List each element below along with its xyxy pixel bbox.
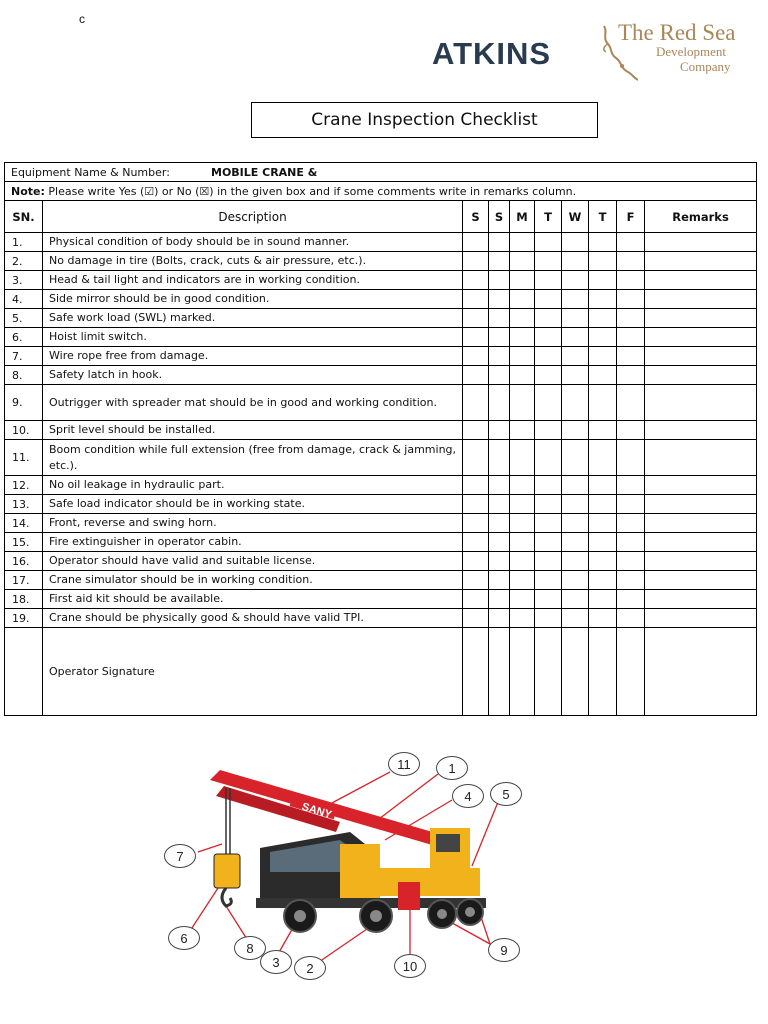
day-check-cell[interactable] — [535, 421, 562, 440]
day-check-cell[interactable] — [617, 421, 645, 440]
day-check-cell[interactable] — [510, 440, 535, 476]
day-check-cell[interactable] — [463, 385, 489, 421]
checklist-row — [5, 233, 757, 252]
day-check-cell[interactable] — [463, 366, 489, 385]
day-check-cell[interactable] — [489, 421, 510, 440]
day-check-cell[interactable] — [535, 347, 562, 366]
day-check-cell[interactable] — [489, 476, 510, 495]
day-check-cell[interactable] — [589, 309, 617, 328]
row-description: Crane simulator should be in working condition. — [43, 571, 463, 590]
row-sn: 8. — [5, 366, 43, 385]
day-check-cell[interactable] — [535, 495, 562, 514]
day-check-cell[interactable] — [535, 609, 562, 628]
day-check-cell[interactable] — [510, 533, 535, 552]
checklist-row — [5, 366, 757, 385]
row-description: Sprit level should be installed. — [43, 421, 463, 440]
row-description: Operator should have valid and suitable license. — [43, 552, 463, 571]
row-sn: 17. — [5, 571, 43, 590]
checklist-table — [4, 162, 757, 716]
day-check-cell[interactable] — [510, 590, 535, 609]
day-check-cell[interactable] — [535, 440, 562, 476]
day-check-cell[interactable] — [535, 514, 562, 533]
day-check-cell[interactable] — [562, 366, 589, 385]
signature-day-cell[interactable] — [489, 628, 510, 716]
day-check-cell[interactable] — [535, 552, 562, 571]
day-check-cell[interactable] — [489, 309, 510, 328]
remarks-cell[interactable] — [645, 571, 757, 590]
header-remarks: Remarks — [645, 201, 757, 233]
day-check-cell[interactable] — [510, 495, 535, 514]
remarks-cell[interactable] — [645, 385, 757, 421]
checklist-row — [5, 440, 757, 476]
day-check-cell[interactable] — [510, 609, 535, 628]
day-check-cell[interactable] — [510, 366, 535, 385]
day-check-cell[interactable] — [589, 233, 617, 252]
checklist-row — [5, 271, 757, 290]
day-check-cell[interactable] — [535, 271, 562, 290]
document-title: Crane Inspection Checklist — [251, 102, 598, 138]
day-check-cell[interactable] — [617, 533, 645, 552]
day-check-cell[interactable] — [535, 233, 562, 252]
day-check-cell[interactable] — [489, 514, 510, 533]
callout-10: 10 — [394, 954, 426, 978]
day-check-cell[interactable] — [463, 290, 489, 309]
day-check-cell[interactable] — [535, 385, 562, 421]
day-check-cell[interactable] — [562, 552, 589, 571]
day-check-cell[interactable] — [489, 385, 510, 421]
equipment-label: Equipment Name & Number: — [11, 165, 170, 179]
day-check-cell[interactable] — [489, 347, 510, 366]
equipment-row — [5, 163, 757, 182]
day-check-cell[interactable] — [589, 476, 617, 495]
day-check-cell[interactable] — [562, 495, 589, 514]
day-check-cell[interactable] — [510, 328, 535, 347]
row-sn: 15. — [5, 533, 43, 552]
day-check-cell[interactable] — [562, 421, 589, 440]
row-description: Outrigger with spreader mat should be in good and working condition. — [43, 385, 463, 421]
day-check-cell[interactable] — [617, 290, 645, 309]
callout-7: 7 — [164, 844, 196, 868]
row-sn: 5. — [5, 309, 43, 328]
day-check-cell[interactable] — [535, 476, 562, 495]
header-day-fri: F — [617, 201, 645, 233]
day-check-cell[interactable] — [463, 347, 489, 366]
day-check-cell[interactable] — [510, 309, 535, 328]
day-check-cell[interactable] — [463, 571, 489, 590]
day-check-cell[interactable] — [589, 571, 617, 590]
row-description: First aid kit should be available. — [43, 590, 463, 609]
row-sn: 13. — [5, 495, 43, 514]
crane-illustration — [160, 748, 530, 984]
day-check-cell[interactable] — [617, 495, 645, 514]
day-check-cell[interactable] — [463, 328, 489, 347]
row-description: Wire rope free from damage. — [43, 347, 463, 366]
day-check-cell[interactable] — [617, 440, 645, 476]
day-check-cell[interactable] — [489, 366, 510, 385]
checklist-row — [5, 609, 757, 628]
header-day-mon: M — [510, 201, 535, 233]
note-text: Please write Yes (☑) or No (☒) in the given box and if some comments write in remarks column. — [48, 184, 577, 198]
day-check-cell[interactable] — [589, 271, 617, 290]
checklist-row — [5, 290, 757, 309]
header-description: Description — [43, 201, 463, 233]
row-sn: 10. — [5, 421, 43, 440]
day-check-cell[interactable] — [562, 328, 589, 347]
row-sn: 6. — [5, 328, 43, 347]
atkins-logo: ATKINS — [432, 36, 552, 71]
row-description: Front, reverse and swing horn. — [43, 514, 463, 533]
red-sea-logo-line-3: Company — [680, 59, 731, 74]
day-check-cell[interactable] — [463, 440, 489, 476]
day-check-cell[interactable] — [535, 309, 562, 328]
day-check-cell[interactable] — [510, 476, 535, 495]
signature-day-cell[interactable] — [617, 628, 645, 716]
day-check-cell[interactable] — [589, 514, 617, 533]
day-check-cell[interactable] — [510, 385, 535, 421]
day-check-cell[interactable] — [510, 233, 535, 252]
row-description: Safety latch in hook. — [43, 366, 463, 385]
callout-8: 8 — [234, 936, 266, 960]
callout-4: 4 — [452, 784, 484, 808]
day-check-cell[interactable] — [617, 233, 645, 252]
day-check-cell[interactable] — [617, 385, 645, 421]
corner-mark: c — [79, 12, 85, 26]
day-check-cell[interactable] — [589, 366, 617, 385]
day-check-cell[interactable] — [463, 533, 489, 552]
day-check-cell[interactable] — [510, 290, 535, 309]
day-check-cell[interactable] — [489, 271, 510, 290]
day-check-cell[interactable] — [463, 590, 489, 609]
row-sn: 3. — [5, 271, 43, 290]
remarks-cell[interactable] — [645, 533, 757, 552]
red-sea-logo — [598, 20, 748, 84]
day-check-cell[interactable] — [463, 552, 489, 571]
remarks-cell[interactable] — [645, 290, 757, 309]
callout-6: 6 — [168, 926, 200, 950]
row-description: Fire extinguisher in operator cabin. — [43, 533, 463, 552]
day-check-cell[interactable] — [535, 366, 562, 385]
row-description: Crane should be physically good & should have valid TPI. — [43, 609, 463, 628]
day-check-cell[interactable] — [589, 385, 617, 421]
day-check-cell[interactable] — [510, 271, 535, 290]
note-label: Note: — [11, 184, 45, 198]
day-check-cell[interactable] — [562, 290, 589, 309]
mobile-crane-icon — [160, 748, 530, 984]
day-check-cell[interactable] — [589, 290, 617, 309]
day-check-cell[interactable] — [489, 571, 510, 590]
signature-sn-cell — [5, 628, 43, 716]
day-check-cell[interactable] — [589, 495, 617, 514]
row-sn: 2. — [5, 252, 43, 271]
signature-day-cell[interactable] — [510, 628, 535, 716]
day-check-cell[interactable] — [562, 609, 589, 628]
day-check-cell[interactable] — [535, 290, 562, 309]
day-check-cell[interactable] — [535, 533, 562, 552]
day-check-cell[interactable] — [617, 590, 645, 609]
signature-day-cell[interactable] — [562, 628, 589, 716]
row-sn: 19. — [5, 609, 43, 628]
day-check-cell[interactable] — [617, 609, 645, 628]
checklist-row — [5, 571, 757, 590]
day-check-cell[interactable] — [562, 533, 589, 552]
signature-day-cell[interactable] — [535, 628, 562, 716]
day-check-cell[interactable] — [489, 440, 510, 476]
day-check-cell[interactable] — [535, 571, 562, 590]
callout-1: 1 — [436, 756, 468, 780]
day-check-cell[interactable] — [617, 571, 645, 590]
header-sn: SN. — [5, 201, 43, 233]
checklist-row — [5, 533, 757, 552]
checklist-row — [5, 495, 757, 514]
day-check-cell[interactable] — [589, 252, 617, 271]
row-description: No oil leakage in hydraulic part. — [43, 476, 463, 495]
callout-3: 3 — [260, 950, 292, 974]
checklist-row — [5, 252, 757, 271]
day-check-cell[interactable] — [589, 609, 617, 628]
row-sn: 11. — [5, 440, 43, 476]
row-description: Boom condition while full extension (free from damage, crack & jamming, etc.). — [43, 440, 463, 476]
remarks-cell[interactable] — [645, 552, 757, 571]
day-check-cell[interactable] — [589, 590, 617, 609]
checklist-row — [5, 552, 757, 571]
day-check-cell[interactable] — [510, 571, 535, 590]
day-check-cell[interactable] — [535, 252, 562, 271]
red-sea-logo-line-1: The Red Sea — [618, 20, 736, 45]
day-check-cell[interactable] — [617, 328, 645, 347]
day-check-cell[interactable] — [562, 271, 589, 290]
remarks-cell[interactable] — [645, 440, 757, 476]
row-sn: 18. — [5, 590, 43, 609]
day-check-cell[interactable] — [463, 271, 489, 290]
operator-signature-label: Operator Signature — [43, 628, 463, 716]
row-description: Side mirror should be in good condition. — [43, 290, 463, 309]
header-day-wed: W — [562, 201, 589, 233]
row-sn: 4. — [5, 290, 43, 309]
day-check-cell[interactable] — [562, 514, 589, 533]
day-check-cell[interactable] — [562, 252, 589, 271]
signature-remarks-cell[interactable] — [645, 628, 757, 716]
checklist-row — [5, 385, 757, 421]
day-check-cell[interactable] — [463, 476, 489, 495]
red-sea-logo-line-2: Development — [656, 44, 727, 59]
day-check-cell[interactable] — [463, 495, 489, 514]
callout-5: 5 — [490, 782, 522, 806]
callout-11: 11 — [388, 752, 420, 776]
checklist-row — [5, 309, 757, 328]
day-check-cell[interactable] — [562, 233, 589, 252]
equipment-value[interactable]: MOBILE CRANE & — [211, 165, 318, 179]
day-check-cell[interactable] — [510, 347, 535, 366]
remarks-cell[interactable] — [645, 514, 757, 533]
day-check-cell[interactable] — [489, 552, 510, 571]
day-check-cell[interactable] — [617, 347, 645, 366]
day-check-cell[interactable] — [617, 514, 645, 533]
remarks-cell[interactable] — [645, 347, 757, 366]
day-check-cell[interactable] — [562, 347, 589, 366]
signature-row — [5, 628, 757, 716]
day-check-cell[interactable] — [589, 552, 617, 571]
checklist-row — [5, 476, 757, 495]
day-check-cell[interactable] — [463, 421, 489, 440]
day-check-cell[interactable] — [589, 533, 617, 552]
row-description: Safe load indicator should be in working state. — [43, 495, 463, 514]
checklist-row — [5, 590, 757, 609]
day-check-cell[interactable] — [562, 385, 589, 421]
day-check-cell[interactable] — [562, 309, 589, 328]
boom-brand-text: SANY — [300, 800, 334, 822]
day-check-cell[interactable] — [562, 440, 589, 476]
day-check-cell[interactable] — [589, 328, 617, 347]
header-row — [5, 201, 757, 233]
day-check-cell[interactable] — [489, 233, 510, 252]
remarks-cell[interactable] — [645, 609, 757, 628]
day-check-cell[interactable] — [463, 514, 489, 533]
day-check-cell[interactable] — [617, 309, 645, 328]
day-check-cell[interactable] — [510, 514, 535, 533]
day-check-cell[interactable] — [510, 252, 535, 271]
remarks-cell[interactable] — [645, 233, 757, 252]
day-check-cell[interactable] — [489, 290, 510, 309]
row-description: Hoist limit switch. — [43, 328, 463, 347]
day-check-cell[interactable] — [489, 590, 510, 609]
day-check-cell[interactable] — [463, 609, 489, 628]
remarks-cell[interactable] — [645, 271, 757, 290]
row-sn: 1. — [5, 233, 43, 252]
day-check-cell[interactable] — [463, 309, 489, 328]
row-sn: 7. — [5, 347, 43, 366]
header-day-tue: T — [535, 201, 562, 233]
row-description: Safe work load (SWL) marked. — [43, 309, 463, 328]
remarks-cell[interactable] — [645, 421, 757, 440]
remarks-cell[interactable] — [645, 495, 757, 514]
day-check-cell[interactable] — [489, 609, 510, 628]
day-check-cell[interactable] — [535, 328, 562, 347]
day-check-cell[interactable] — [562, 571, 589, 590]
day-check-cell[interactable] — [589, 347, 617, 366]
row-description: Head & tail light and indicators are in working condition. — [43, 271, 463, 290]
day-check-cell[interactable] — [589, 440, 617, 476]
day-check-cell[interactable] — [489, 328, 510, 347]
day-check-cell[interactable] — [617, 366, 645, 385]
signature-day-cell[interactable] — [589, 628, 617, 716]
day-check-cell[interactable] — [562, 476, 589, 495]
header-day-sat: S — [463, 201, 489, 233]
row-sn: 12. — [5, 476, 43, 495]
day-check-cell[interactable] — [535, 590, 562, 609]
signature-day-cell[interactable] — [463, 628, 489, 716]
checklist-row — [5, 328, 757, 347]
day-check-cell[interactable] — [463, 252, 489, 271]
remarks-cell[interactable] — [645, 328, 757, 347]
remarks-cell[interactable] — [645, 366, 757, 385]
remarks-cell[interactable] — [645, 476, 757, 495]
day-check-cell[interactable] — [617, 552, 645, 571]
checklist-row — [5, 421, 757, 440]
row-sn: 14. — [5, 514, 43, 533]
callout-2: 2 — [294, 956, 326, 980]
checklist-row — [5, 514, 757, 533]
day-check-cell[interactable] — [489, 252, 510, 271]
row-sn: 16. — [5, 552, 43, 571]
note-row — [5, 182, 757, 201]
day-check-cell[interactable] — [510, 552, 535, 571]
header-day-thu: T — [589, 201, 617, 233]
day-check-cell[interactable] — [463, 233, 489, 252]
day-check-cell[interactable] — [617, 476, 645, 495]
callout-9: 9 — [488, 938, 520, 962]
day-check-cell[interactable] — [562, 590, 589, 609]
day-check-cell[interactable] — [589, 421, 617, 440]
day-check-cell[interactable] — [617, 252, 645, 271]
row-description: No damage in tire (Bolts, crack, cuts & air pressure, etc.). — [43, 252, 463, 271]
checklist-row — [5, 347, 757, 366]
day-check-cell[interactable] — [489, 495, 510, 514]
day-check-cell[interactable] — [510, 421, 535, 440]
remarks-cell[interactable] — [645, 590, 757, 609]
remarks-cell[interactable] — [645, 252, 757, 271]
day-check-cell[interactable] — [489, 533, 510, 552]
header-day-sun: S — [489, 201, 510, 233]
row-description: Physical condition of body should be in sound manner. — [43, 233, 463, 252]
day-check-cell[interactable] — [617, 271, 645, 290]
remarks-cell[interactable] — [645, 309, 757, 328]
row-sn: 9. — [5, 385, 43, 421]
